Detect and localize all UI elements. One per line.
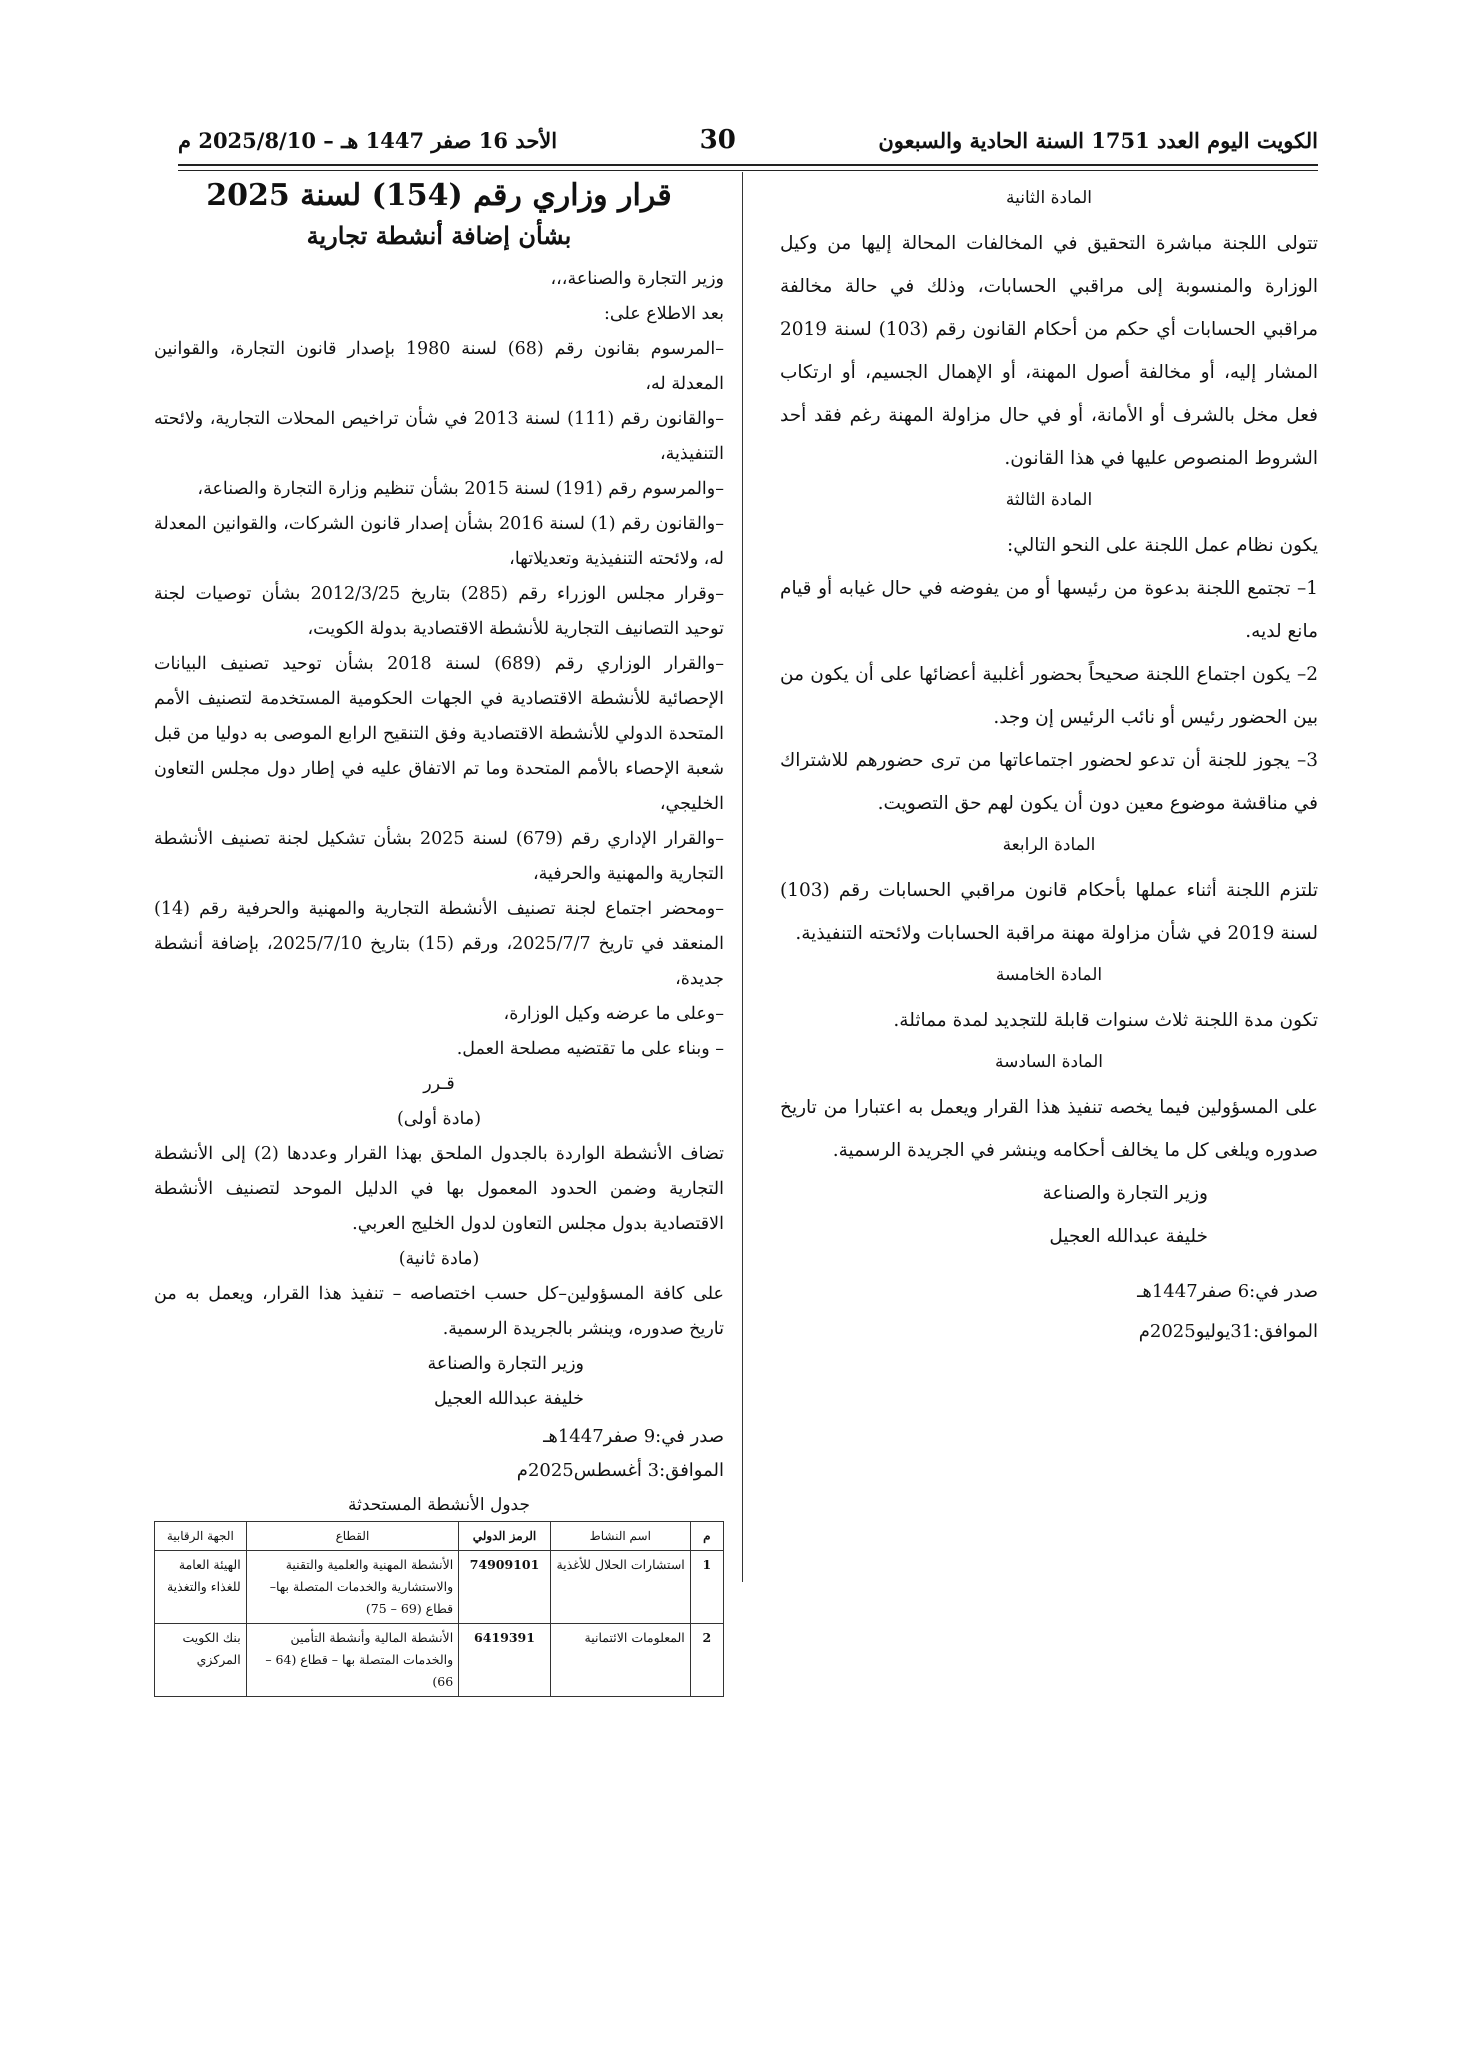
col-header-number: م (690, 1522, 723, 1551)
activities-table (154, 1521, 724, 1697)
cell-code: 74909101 (459, 1551, 551, 1624)
reference-item: –وقرار مجلس الوزراء رقم (285) بتاريخ 2012/3/25 بشأن توصيات لجنة توحيد التصانيف التجارية للأنشطة الاقتصادية بدولة الكويت، (154, 584, 724, 639)
reference-item: –ومحضر اجتماع لجنة تصنيف الأنشطة التجارية والمهنية والحرفية رقم (14) المنعقد في تاريخ 2025/7/7، ورقم (15) بتاريخ 2025/7/10، بإضافة أنشطة جديدة، (154, 899, 724, 989)
reference-item: –المرسوم بقانون رقم (68) لسنة 1980 بإصدار قانون التجارة، والقوانين المعدلة له، (154, 339, 724, 394)
article-second-heading: (مادة ثانية) (398, 1249, 480, 1269)
cell-authority: بنك الكويت المركزي (155, 1624, 247, 1697)
right-column (780, 178, 1318, 1352)
signer-title: وزير التجارة والصناعة (427, 1354, 584, 1374)
decree-subtitle: بشأن إضافة أنشطة تجارية (306, 221, 572, 250)
reference-item: –والقرار الإداري رقم (679) لسنة 2025 بشأن تشكيل لجنة تصنيف الأنشطة التجارية والمهنية والحرفية، (154, 829, 724, 884)
issue-date-gregorian: الموافق:3 أغسطس2025م (516, 1460, 724, 1481)
table-header-row (155, 1522, 724, 1551)
col-header-authority: الجهة الرقابية (155, 1522, 247, 1551)
article-6-heading: المادة السادسة (995, 1052, 1103, 1072)
column-divider (742, 172, 743, 1582)
reference-item: –والقانون رقم (111) لسنة 2013 في شأن تراخيص المحلات التجارية، ولائحته التنفيذية، (154, 409, 724, 464)
left-column (154, 178, 724, 1697)
signer-name: خليفة عبدالله العجيل (434, 1389, 584, 1409)
decided-heading: قـرر (423, 1074, 455, 1094)
article-4-text: تلتزم اللجنة أثناء عملها بأحكام قانون مراقبي الحسابات رقم (103) لسنة 2019 في شأن مزاولة مهنة مراقبة الحسابات ولائحته التنفيذية. (780, 880, 1318, 944)
article-second-text: على كافة المسؤولين–كل حسب اختصاصه – تنفيذ هذا القرار، ويعمل به من تاريخ صدوره، وينشر بالجريدة الرسمية. (154, 1284, 724, 1339)
reference-item: –والمرسوم رقم (191) لسنة 2015 بشأن تنظيم وزارة التجارة والصناعة، (197, 479, 724, 499)
article-3-heading: المادة الثالثة (1005, 490, 1093, 510)
col-header-sector: القطاع (246, 1522, 458, 1551)
article-4-heading: المادة الرابعة (1002, 835, 1096, 855)
article-2-text: تتولى اللجنة مباشرة التحقيق في المخالفات المحالة إليها من وكيل الوزارة والمنسوبة إلى مراقبي الحسابات، وذلك في حالة مخالفة مراقبي الحسابات أي حكم من أحكام القانون رقم (103) لسنة 2019 المشار إليه، أو مخالفة أصول المهنة، أو الإهمال الجسيم، أو ارتكاب فعل مخل بالشرف أو الأمانة، أو في حال مزاولة المهنة رغم فقد أحد الشروط المنصوص عليها في هذا القانون. (780, 233, 1318, 469)
cell-code: 6419391 (459, 1624, 551, 1697)
page-header (178, 118, 1318, 162)
article-first-heading: (مادة أولى) (396, 1109, 482, 1129)
issue-date-hijri: صدر في:9 صفر1447هـ (543, 1426, 724, 1447)
reference-item: –والقانون رقم (1) لسنة 2016 بشأن إصدار قانون الشركات، والقوانين المعدلة له، ولائحته التنفيذية وتعديلاتها، (154, 514, 725, 569)
article-first-text: تضاف الأنشطة الواردة بالجدول الملحق بهذا القرار وعددها (2) إلى الأنشطة التجارية وضمن الحدود المعمول بها في الدليل الموحد لتصنيف الأنشطة الاقتصادية بدول مجلس التعاون لدول الخليج العربي. (154, 1144, 725, 1234)
cell-sector: الأنشطة المهنية والعلمية والتقنية والاستشارية والخدمات المتصلة بها– قطاع (69 – 75) (246, 1551, 458, 1624)
minister-line: وزير التجارة والصناعة،،، (550, 269, 724, 289)
activities-table-title: جدول الأنشطة المستحدثة (348, 1495, 530, 1515)
header-rule-thick (178, 164, 1318, 166)
reference-item: –والقرار الوزاري رقم (689) لسنة 2018 بشأن توحيد تصنيف البيانات الإحصائية للأنشطة الاقتصادية في الجهات الحكومية المستخدمة لتصنيف الأمم المتحدة الدولي للأنشطة الاقتصادية وفق التنقيح الرابع الموصى به دوليا من قبل شعبة الإحصاء بالأمم المتحدة وما تم الاتفاق عليه في إطار دول مجلس التعاون الخليجي، (154, 654, 725, 814)
article-5-heading: المادة الخامسة (995, 965, 1103, 985)
cell-activity: استشارات الحلال للأغذية (550, 1551, 690, 1624)
signer-name: خليفة عبدالله العجيل (1049, 1226, 1208, 1247)
col-header-activity: اسم النشاط (550, 1522, 690, 1551)
cell-number: 1 (690, 1551, 723, 1624)
cell-sector: الأنشطة المالية وأنشطة التأمين والخدمات المتصلة بها – قطاع (64 – 66) (246, 1624, 458, 1697)
signer-title: وزير التجارة والصناعة (1042, 1183, 1208, 1204)
reference-item: –وعلى ما عرضه وكيل الوزارة، (503, 1004, 724, 1024)
table-row (155, 1624, 724, 1697)
cell-activity: المعلومات الائتمانية (550, 1624, 690, 1697)
reference-item: – وبناء على ما تقتضيه مصلحة العمل. (456, 1039, 724, 1059)
article-6-text: على المسؤولين فيما يخصه تنفيذ هذا القرار ويعمل به اعتبارا من تاريخ صدوره ويلغى كل ما يخالف أحكامه وينشر في الجريدة الرسمية. (780, 1097, 1318, 1161)
cell-authority: الهيئة العامة للغذاء والتغذية (155, 1551, 247, 1624)
article-5-text: تكون مدة اللجنة ثلاث سنوات قابلة للتجديد لمدة مماثلة. (893, 1010, 1318, 1031)
after-review-line: بعد الاطلاع على: (604, 304, 724, 324)
header-issue-info: الكويت اليوم العدد 1751 السنة الحادية والسبعون (878, 127, 1318, 153)
article-3-intro: يكون نظام عمل اللجنة على النحو التالي: (1006, 535, 1318, 556)
article-2-heading: المادة الثانية (1006, 188, 1092, 208)
article-3-item: 1– تجتمع اللجنة بدعوة من رئيسها أو من يفوضه في حال غيابه أو قيام مانع لديه. (780, 578, 1318, 642)
table-row (155, 1551, 724, 1624)
issue-date-gregorian: الموافق:31يوليو2025م (1138, 1321, 1318, 1342)
decree-title: قرار وزاري رقم (154) لسنة 2025 (206, 178, 672, 213)
header-rule-thin (178, 170, 1318, 171)
cell-number: 2 (690, 1624, 723, 1697)
col-header-code: الرمز الدولي (459, 1522, 551, 1551)
article-3-item: 3– يجوز للجنة أن تدعو لحضور اجتماعاتها من ترى حضورهم للاشتراك في مناقشة موضوع معين دون أن يكون لهم حق التصويت. (780, 750, 1318, 814)
page-number: 30 (699, 125, 736, 155)
article-3-item: 2– يكون اجتماع اللجنة صحيحاً بحضور أغلبية أعضائها على أن يكون من بين الحضور رئيس أو نائب الرئيس إن وجد. (780, 664, 1318, 728)
issue-date-hijri: صدر في:6 صفر1447هـ (1137, 1281, 1318, 1302)
header-date: الأحد 16 صفر 1447 هـ – 2025/8/10 م (178, 127, 558, 153)
